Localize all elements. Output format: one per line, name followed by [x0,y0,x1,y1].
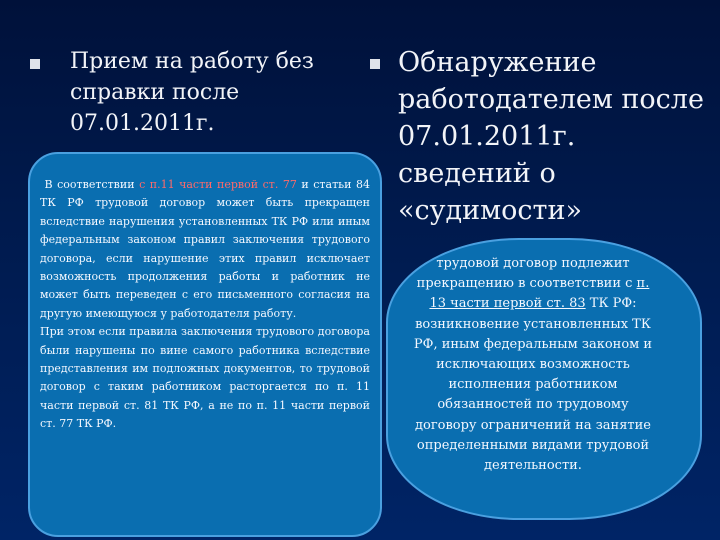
left-heading: Прием на работу без справки после 07.01.2011г. [70,49,314,136]
right-bullet-icon [370,59,380,69]
right-heading: Обнаружение работодателем после 07.01.2011г. сведений о «судимости» [398,47,704,226]
left-bullet-icon [30,59,40,69]
left-panel-paragraph-2: При этом если правила заключения трудового договора были нарушены по вине самого работника вследствие представления им подложных документов, то трудовой договор с таким работником расторгается по п. 11 части первой ст. 81 ТК РФ, а не по п. 11 части первой ст. 77 ТК РФ. [40,325,370,431]
left-panel-paragraph-1 [40,176,370,323]
left-info-panel [28,152,382,537]
left-panel-text: В соответствии [44,178,140,191]
law-reference-link[interactable]: с п.11 части первой ст. 77 [139,178,297,191]
law-reference-link[interactable]: п. 13 части первой ст. 83 [429,276,650,312]
right-info-panel [386,238,702,520]
left-panel-text: и статьи 84 ТК РФ трудовой договор может быть прекращен вследствие нарушения установленных ТК РФ или иным федеральным законом правил заключения трудового договора, если нарушение этих правил исключает возможность продолжения работы и работник не может быть переведен с его письменного согласия на другую имеющуюся у работодателя работу. [40,178,370,320]
right-panel-text: ТК РФ: возникновение установленных ТК РФ, иным федеральным законом и исключающих возможность исполнения работником обязанностей по трудовому договору ограничений на занятие определенными видами трудовой деятельности. [413,296,653,474]
right-panel-text: трудовой договор подлежит прекращению в соответствии с [416,256,637,292]
